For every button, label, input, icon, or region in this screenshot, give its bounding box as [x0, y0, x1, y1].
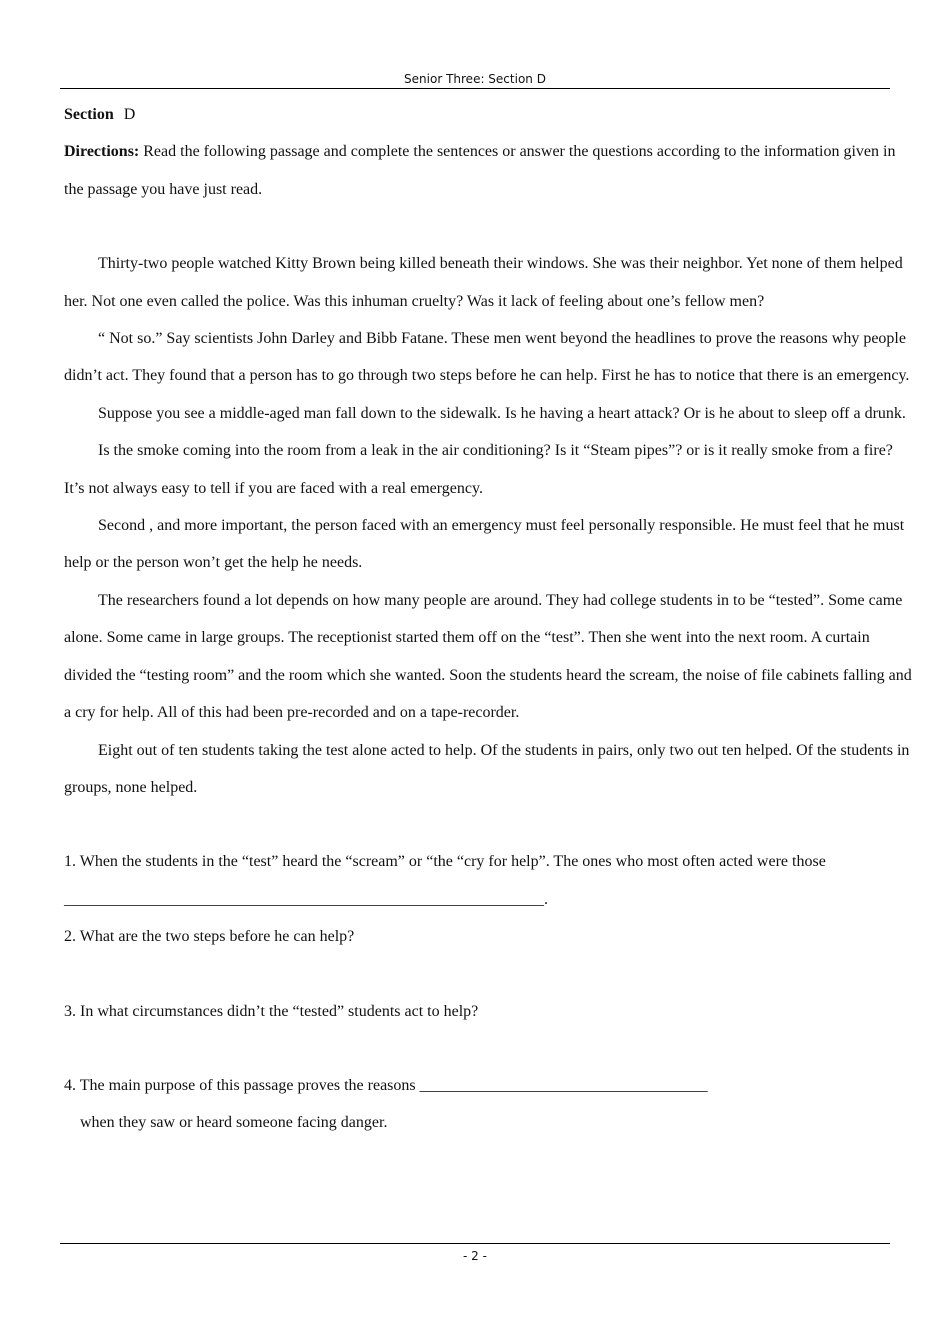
page-header: Senior Three: Section D — [60, 70, 890, 89]
passage-paragraph-4: Is the smoke coming into the room from a leak in the air conditioning? Is it “Steam pipes”? or is it really smoke from a fire? It’s not always easy to tell if you are faced with a real emergency. — [64, 442, 893, 497]
spacer — [64, 806, 914, 843]
question-1: 1. When the students in the “test” heard the “scream” or “the “cry for help”. The ones who most often acted were those — [64, 853, 826, 871]
passage-paragraph-3: Suppose you see a middle-aged man fall down to the sidewalk. Is he having a heart attack? Or is he about to sleep off a drunk. — [98, 404, 906, 422]
directions-text: Read the following passage and complete the sentences or answer the questions according to the information given in the passage you have just read. — [64, 143, 896, 198]
passage-paragraph-5: Second , and more important, the person faced with an emergency must feel personally responsible. He must feel that he must help or the person won’t get the help he needs. — [64, 517, 905, 572]
section-label: Section — [64, 106, 114, 123]
question-3: 3. In what circumstances didn’t the “tested” students act to help? — [64, 1002, 479, 1020]
page-content — [64, 96, 914, 1142]
spacer — [64, 1030, 914, 1067]
spacer — [64, 208, 914, 245]
question-4-text: 4. The main purpose of this passage proves the reasons — [64, 1076, 416, 1094]
directions — [64, 133, 914, 208]
directions-label: Directions: — [64, 143, 140, 161]
question-2: 2. What are the two steps before he can help? — [64, 928, 355, 946]
question-4-continuation: when they saw or heard someone facing danger. — [80, 1114, 388, 1132]
passage-paragraph-2: “ Not so.” Say scientists John Darley and Bibb Fatane. These men went beyond the headlines to prove the reasons why people didn’t act. They found that a person has to go through two steps before he can help. First he has to notice that there is an emergency. — [64, 330, 910, 385]
question-1-answer-line: ____________________________________________________________. — [64, 890, 548, 908]
spacer — [64, 956, 914, 993]
question-4-answer-line: ____________________________________ — [419, 1076, 708, 1094]
passage-paragraph-6: The researchers found a lot depends on how many people are around. They had college students in to be “tested”. Some came alone. Some came in large groups. The receptionist started them off on the “test”. Then she went into the next room. A curtain divided the “testing room” and the room which she wanted. Soon the students heard the scream, the noise of file cabinets falling and a cry for help. All of this had been pre-recorded and on a tape-recorder. — [64, 591, 912, 722]
section-heading — [64, 96, 914, 133]
page-number: - 2 - — [60, 1243, 890, 1268]
question-4 — [64, 1067, 914, 1104]
passage-paragraph-1: Thirty-two people watched Kitty Brown being killed beneath their windows. She was their neighbor. Yet none of them helped her. Not one even called the police. Was this inhuman cruelty? Was it lack of feeling about one’s fellow men? — [64, 255, 903, 310]
section-letter: D — [123, 106, 136, 123]
passage-paragraph-7: Eight out of ten students taking the test alone acted to help. Of the students in pairs, only two out ten helped. Of the students in groups, none helped. — [64, 741, 910, 796]
